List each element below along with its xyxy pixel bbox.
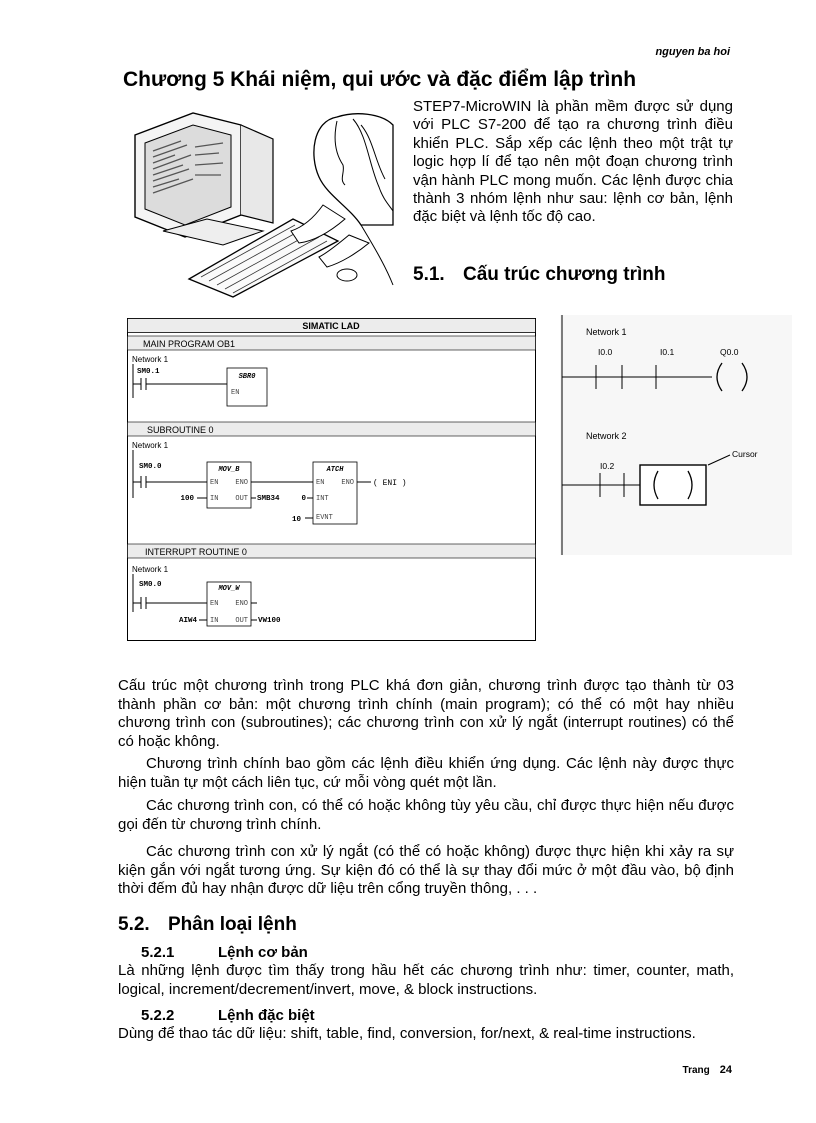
movw-eno: ENO (235, 600, 248, 608)
i00-label: I0.0 (598, 347, 613, 357)
movw-in-value: AIW4 (178, 617, 197, 625)
movb-in: IN (210, 495, 219, 503)
atch-evnt-value: 10 (291, 516, 301, 524)
interrupt-header: INTERRUPT ROUTINE 0 (145, 547, 247, 557)
lad-title: SIMATIC LAD (302, 321, 360, 331)
atch-box: ATCH (326, 466, 344, 474)
movb-en: EN (210, 479, 219, 487)
movb-box: MOV_B (218, 466, 240, 474)
i01-label: I0.1 (660, 347, 675, 357)
section-title: Phân loại lệnh (168, 914, 297, 935)
section-5-2-1-heading (141, 944, 308, 961)
int-contact-label: SM0.0 (139, 581, 162, 589)
section-5-1-heading (413, 264, 666, 286)
movw-out-value: VW100 (258, 617, 281, 625)
i02-label: I0.2 (600, 461, 615, 471)
main-program-header: MAIN PROGRAM OB1 (143, 339, 236, 349)
movw-box: MOV_W (218, 585, 240, 593)
section-5-2-1-text: Là những lệnh được tìm thấy trong hầu hết các chương trình như: timer, counter, math, logical, increment/decrement/invert, move, & block instructions. (118, 962, 734, 998)
cursor-label: Cursor (732, 449, 758, 459)
atch-eno: ENO (341, 479, 354, 487)
computer-user-illustration (123, 95, 403, 300)
subsection-number: 5.2.2 (141, 1007, 175, 1024)
section-5-2-heading (118, 914, 297, 936)
section-5-2-2-text: Dùng để thao tác dữ liệu: shift, table, find, conversion, for/next, & real-time instructions. (118, 1025, 696, 1042)
body-paragraph-2: Chương trình chính bao gồm các lệnh điều khiển ứng dụng. Các lệnh này được thực hiện tuần tự một cách liên tục, cứ mỗi vòng quét một lần. (118, 755, 734, 791)
movb-in-value: 100 (180, 495, 194, 503)
network-1-label: Network 1 (586, 327, 627, 337)
main-network-label: Network 1 (132, 355, 169, 364)
chapter-title: Chương 5 Khái niệm, qui ước và đặc điểm lập trình (123, 68, 637, 91)
body-paragraph-1: Cấu trúc một chương trình trong PLC khá đơn giản, chương trình được tạo thành từ 03 thành phần cơ bản: một chương trình chính (main program); có thể có một hay nhiều chương trình con (subroutines); các chương trình con xử lý ngắt (interrupt routines) có thể có hoặc không. (118, 677, 734, 750)
subroutine-header: SUBROUTINE 0 (147, 425, 214, 435)
author-name: nguyen ba hoi (655, 46, 730, 58)
atch-int-value: 0 (301, 495, 306, 503)
subsection-title: Lệnh cơ bản (218, 944, 308, 961)
main-sbr-en: EN (231, 389, 240, 397)
movw-en: EN (210, 600, 219, 608)
section-number: 5.2. (118, 914, 150, 935)
sub-contact-label: SM0.0 (139, 463, 162, 471)
body-paragraph-3: Các chương trình con, có thể có hoặc không tùy yêu cầu, chỉ được thực hiện nếu được gọi đến từ chương trình chính. (118, 797, 734, 833)
eni-coil: ( ENI ) (373, 479, 407, 488)
main-contact-label: SM0.1 (137, 368, 160, 376)
section-title: Cấu trúc chương trình (463, 264, 666, 285)
section-number: 5.1. (413, 264, 445, 285)
movw-out: OUT (235, 617, 248, 625)
section-5-2-2-heading (141, 1007, 315, 1024)
atch-evnt: EVNT (316, 514, 333, 522)
subsection-number: 5.2.1 (141, 944, 175, 961)
int-network-label: Network 1 (132, 565, 169, 574)
subsection-title: Lệnh đặc biệt (218, 1007, 315, 1024)
atch-en: EN (316, 479, 325, 487)
page-label: Trang (682, 1065, 710, 1076)
page-footer (683, 1064, 732, 1076)
movb-eno: ENO (235, 479, 248, 487)
body-paragraph-4: Các chương trình con xử lý ngắt (có thể có hoặc không) được thực hiện khi xảy ra sự kiện gắn với ngắt tương ứng. Sự kiện đó có thể là sự thay đổi mức ở một đầu vào, bộ định thời đếm đủ hay nhận được dữ liệu trên cổng truyền thông, . . . (118, 843, 734, 897)
movb-out: OUT (235, 495, 248, 503)
movb-out-value: SMB34 (257, 495, 280, 503)
network-2-label: Network 2 (586, 431, 627, 441)
sub-network-label: Network 1 (132, 441, 169, 450)
movw-in: IN (210, 617, 219, 625)
intro-paragraph: STEP7-MicroWIN là phần mềm được sử dụng với PLC S7-200 để tạo ra chương trình điều khiển PLC. Sắp xếp các lệnh theo một trật tự logic hợp lí để tạo nên một đoạn chương trình vận hành PLC mong muốn. Các lệnh được chia thành 3 nhóm lệnh như sau: lệnh cơ bản, lệnh đặc biệt và lệnh tốc độ cao. (413, 98, 733, 226)
ladder-editor-diagram (560, 315, 792, 555)
q00-label: Q0.0 (720, 347, 739, 357)
simatic-lad-diagram (127, 318, 536, 641)
atch-int: INT (316, 495, 329, 503)
page-number: 24 (719, 1064, 732, 1076)
main-sbr-box: SBR0 (238, 373, 256, 381)
